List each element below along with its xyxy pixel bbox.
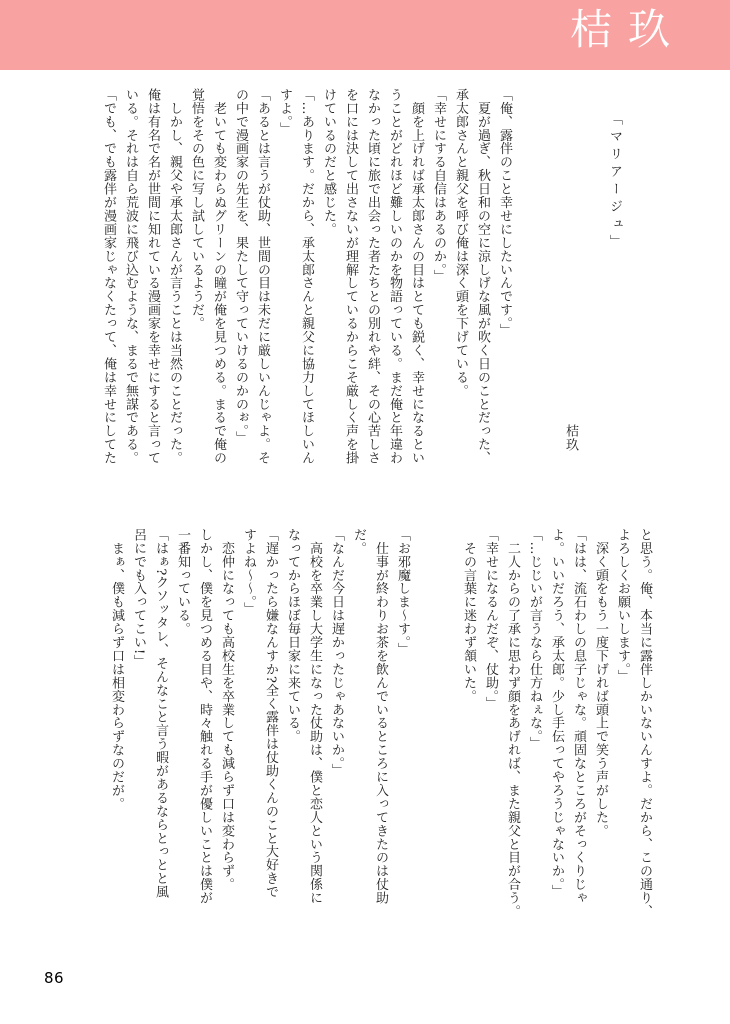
story-section-2 <box>105 528 655 926</box>
text-column: すよね～～。」 <box>241 528 256 616</box>
text-column: 「遅かったら嫌なんすか?全く露伴は仗助くんのこと大好きで <box>263 528 278 899</box>
text-column: 老いても変わらぬグリーンの瞳が俺を見つめる。まるで俺の <box>211 88 226 465</box>
text-column: 「でも、でも露伴が漫画家じゃなくたって、俺は幸せにしてた <box>101 88 116 465</box>
text-column: 「幸せになるんだぞ、仗助。」 <box>483 528 498 710</box>
text-column: 「なんだ今日は遅かったじゃあないか。」 <box>329 528 344 778</box>
text-column: よ。いいだろう、承太郎。少し手伝ってやろうじゃないか。」 <box>549 528 564 899</box>
text-column: しかし、親父や承太郎さんが言うことは当然のことだった。 <box>167 88 182 465</box>
text-column: けているのだと感じた。 <box>321 88 336 236</box>
spacer-column <box>515 88 537 484</box>
banner-title: 桔玖 <box>569 5 686 54</box>
text-column: 一番知っている。 <box>175 528 190 636</box>
text-column: 呂にでも入ってこい!」 <box>131 528 146 669</box>
banner <box>0 0 730 70</box>
text-column: 仕事が終わりお茶を飲んでいるところに入ってきたのは仗助 <box>373 528 388 905</box>
text-column: 「はは、流石わしの息子じゃな。頑固なところがそっくりじゃ <box>571 528 586 905</box>
story-author: 桔玖 <box>563 424 578 452</box>
text-column: 「…あります。だから、承太郎さんと親父に協力してほしいん <box>299 88 314 465</box>
text-column: なってからほぼ毎日家に来ている。 <box>285 528 300 744</box>
text-column: 承太郎さんと親父を呼び俺は深く頭を下げている。 <box>453 88 468 398</box>
text-column: よろしくお願いします。」 <box>615 528 630 683</box>
text-column: 「はぁ?クソッタレ、そんなこと言う暇があるならとっとと風 <box>153 528 168 899</box>
text-column: 「…じじいが言うなら仕方ねぇな。」 <box>527 528 542 751</box>
text-column: 「俺、露伴のこと幸せにしたいんです。」 <box>497 88 512 338</box>
text-column: 「お邪魔しま～す。」 <box>395 528 410 656</box>
text-column: 覚悟をその色に写し試しているようだ。 <box>189 88 204 331</box>
text-column: 高校を卒業し大学生になった仗助は、僕と恋人という関係に <box>307 528 322 905</box>
text-column <box>413 528 435 926</box>
story-title: 「マリアージュ」 <box>607 112 622 252</box>
text-column: 恋仲になっても高校生を卒業しても減らず口は変わらず。 <box>219 528 234 892</box>
text-column: 二人からの了承に思わず顔をあげれば、また親父と目が合う。 <box>505 528 520 919</box>
text-column: うことがどれほど難しいのかを物語っている。まだ俺と年違わ <box>387 88 402 465</box>
page-number: 86 <box>44 969 65 987</box>
story-section-1 <box>97 88 625 484</box>
text-column: しかし、僕を見つめる目や、時々触れる手が優しいことは僕が <box>197 528 212 905</box>
text-column: まぁ、僕も減らず口は相変わらずなのだが。 <box>109 528 124 811</box>
spacer-column <box>581 88 603 484</box>
text-column: 俺は有名で名が世間に知れている漫画家を幸せにすると言って <box>145 88 160 465</box>
text-column: だ。 <box>351 528 366 555</box>
spacer-column <box>537 88 559 484</box>
text-column: の中で漫画家の先生を、果たして守っていけるのかのぉ。」 <box>233 88 248 445</box>
text-column: すよ。」 <box>277 88 292 136</box>
text-column <box>435 528 457 926</box>
text-column: その言葉に迷わず頷いた。 <box>461 528 476 703</box>
text-column: と思う。俺、本当に露伴しかいないんすよ。だから、この通り、 <box>637 528 652 919</box>
text-column: を口には決して出さないが理解しているからこそ厳しく声を掛 <box>343 88 358 465</box>
text-column: 「幸せにする自信はあるのか。」 <box>431 88 446 284</box>
text-column: 深く頭をもう一度下げれば頭上で笑う声がした。 <box>593 528 608 838</box>
text-column: 顔を上げれば承太郎さんの目はとても鋭く、幸せになるとい <box>409 88 424 465</box>
text-column: 「あるとは言うが仗助、世間の目は未だに厳しいんじゃよ。そ <box>255 88 270 465</box>
text-column: 夏が過ぎ、秋日和の空に涼しげな風が吹く日のことだった、 <box>475 88 490 465</box>
text-column: いる。それは自ら荒波に飛び込むような、まるで無謀である。 <box>123 88 138 465</box>
text-column: なかった頃に旅で出会った者たちとの別れや絆、その心苦しさ <box>365 88 380 465</box>
